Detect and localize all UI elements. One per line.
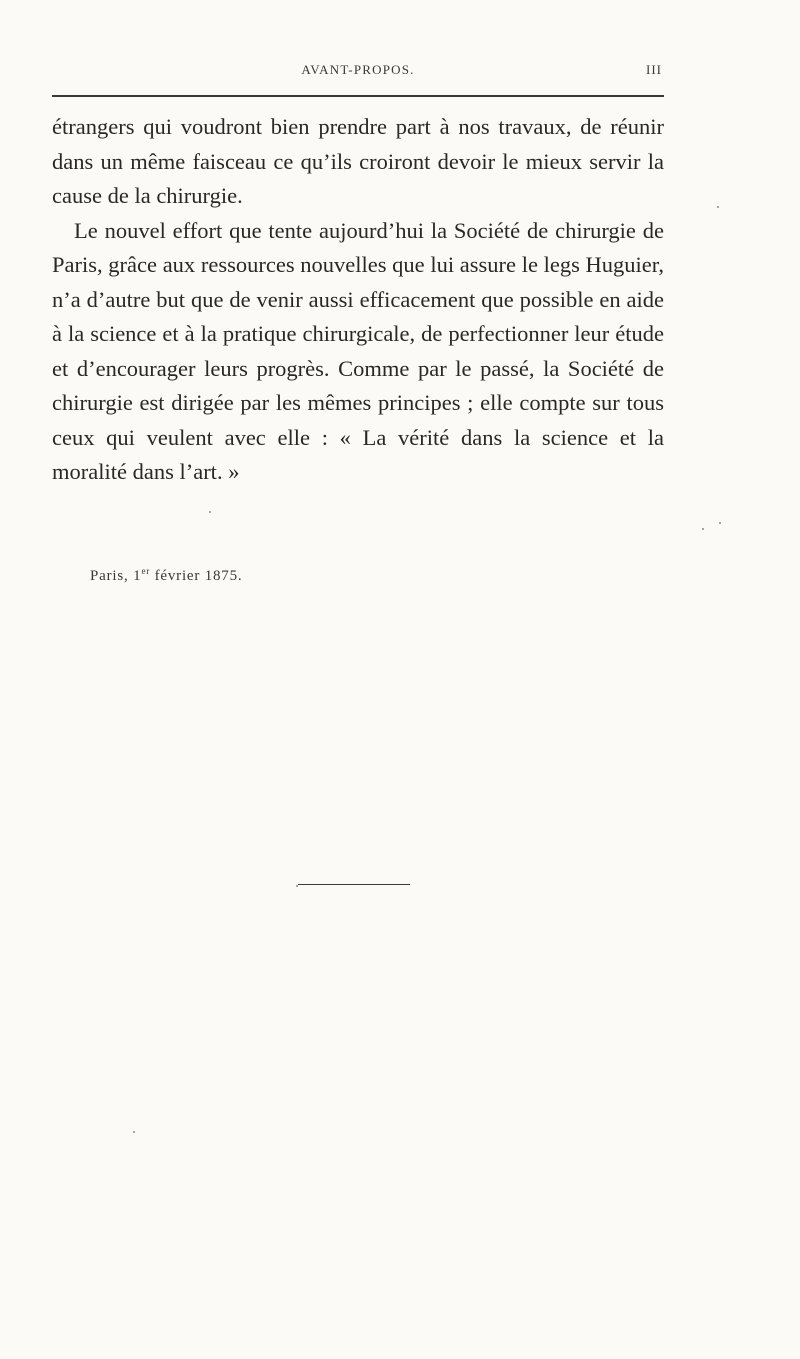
paper-speck (209, 511, 211, 513)
page-header (52, 62, 664, 86)
paper-speck (133, 1131, 135, 1133)
dateline (90, 566, 242, 585)
header-rule (52, 95, 664, 97)
body-text (52, 110, 664, 490)
paper-speck (719, 522, 721, 524)
paragraph-main: Le nouvel effort que tente aujourd’hui la Société de chirurgie de Paris, grâce aux ressources nouvelles que lui assure le legs Huguier, n’a d’autre but que de venir aussi efficacement que possible en aide à la science et à la pratique chirurgicale, de perfectionner leur étude et d’encourager leurs progrès. Comme par le passé, la Société de chirurgie est dirigée par les mêmes principes ; elle compte sur tous ceux qui veulent avec elle : « La vérité dans la science et la moralité dans l’art. » (52, 217, 664, 484)
page-number: III (646, 62, 662, 77)
end-rule (298, 884, 410, 885)
running-title: AVANT-PROPOS. (301, 62, 415, 77)
paper-speck (702, 528, 704, 530)
dateline-day-suffix: er (141, 566, 151, 576)
paragraph-continuation: étrangers qui voudront bien prendre part à nos travaux, de réunir dans un même faisceau ce qu’ils croiront devoir le mieux servir la cause de la chirurgie. (52, 114, 664, 208)
dateline-month-year: février 1875. (154, 568, 243, 584)
dateline-place: Paris, (90, 568, 129, 584)
paper-speck (296, 885, 298, 887)
paper-speck (717, 206, 719, 208)
dateline-day: 1er (133, 566, 151, 584)
